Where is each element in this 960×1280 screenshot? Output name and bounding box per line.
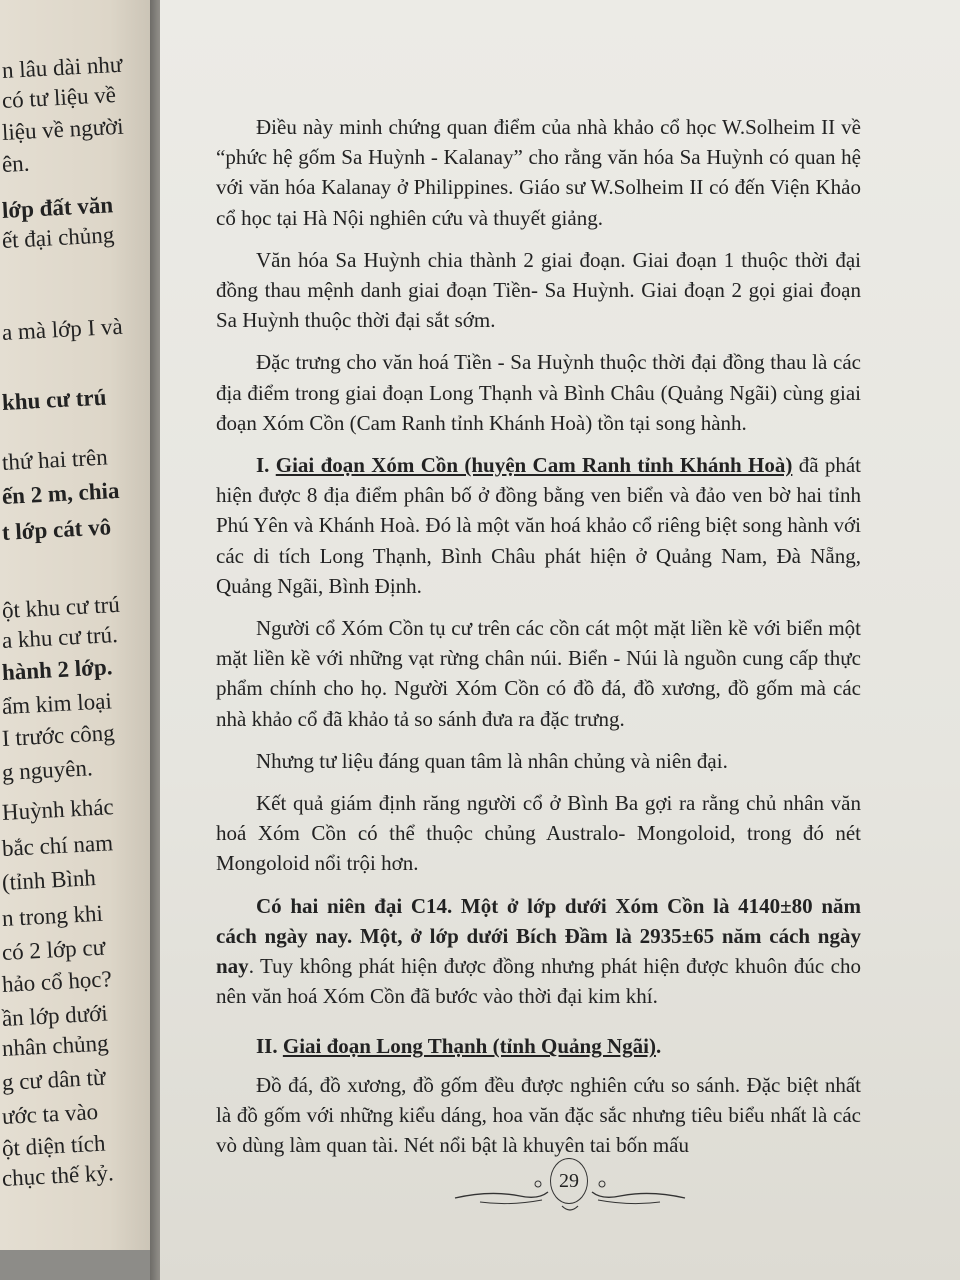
section-paragraph [216,450,861,601]
section-title: Giai đoạn Xóm Cồn (huyện Cam Ranh tỉnh Khánh Hoà) [275,453,793,478]
section-number: I. [256,453,276,478]
paragraph: Người cổ Xóm Cồn tụ cư trên các cồn cát một mặt liền kề với biển một mặt liền kề với những vạt rừng chân núi. Biển - Núi là nguồn cung cấp thực phẩm chính cho họ. Người Xóm Cồn có đồ đá, đồ xương, đồ gốm mà các nhà khảo cổ đã khảo tả so sánh đưa ra đặc trưng. [216,616,861,731]
left-page-line: ên. [1,150,31,177]
paragraph: Điều này minh chứng quan điểm của nhà khảo cổ học W.Solheim II về “phức hệ gốm Sa Huỳnh - Kalanay” cho rằng văn hóa Sa Huỳnh có quan hệ với văn hóa Kalanay ở Philippines. Giáo sư W.Solheim II có đến Viện Khảo cổ học tại Hà Nội nghiên cứu và thuyết giảng. [216,115,861,230]
left-page-line: liệu về người [1,113,125,145]
section-body: đã phát hiện được 8 địa điểm phân bố ở đồng bằng ven biển và đảo ven bờ hai tỉnh Phú Yên và Khánh Hoà. Đó là một văn hoá khảo cổ riêng biệt song hành với các di tích Long Thạnh, Bình Châu phát hiện ở Quảng Nam, Đà Nẵng, Quảng Ngãi, Bình Định. [216,453,861,598]
left-page-line: t lớp cát vô [1,514,112,545]
left-page-line: hành 2 lớp. [1,654,114,685]
left-page-line: lớp đất văn [1,192,114,223]
paragraph: Đặc trưng cho văn hoá Tiền - Sa Huỳnh thuộc thời đại đồng thau là các địa điểm trong giai đoạn Long Thạnh và Bình Châu (Quảng Ngãi) cùng giai đoạn Xóm Cồn (Cam Ranh tỉnh Khánh Hoà) tồn tại song hành. [216,350,861,435]
left-page-line: ước ta vào [1,1098,99,1129]
left-page-line: I trước công [1,720,116,751]
page-number: 29 [550,1158,588,1204]
left-page-line: chục thế kỷ. [1,1160,115,1191]
paragraph: Kết quả giám định răng người cổ ở Bình Ba gợi ra rằng chủ nhân văn hoá Xóm Cồn có thể thuộc chủng Australo- Mongoloid, trong đó nét Mongoloid nổi trội hơn. [216,791,861,876]
left-page-line: khu cư trú [1,384,108,415]
left-page-line: (tỉnh Bình [1,865,97,895]
page-text [216,112,861,1172]
right-page [160,0,960,1280]
left-page-line: n lâu dài như [1,51,123,83]
left-page-line: ột khu cư trú [1,591,121,623]
paragraph: Đồ đá, đồ xương, đồ gốm đều được nghiên cứu so sánh. Đặc biệt nhất là đồ gốm với những kiểu dáng, hoa văn đặc sắc nhưng tiêu biểu nhất là các vò dùng làm quan tài. Nét nổi bật là khuyên tai bốn mấu [216,1072,861,1158]
left-page-line: n trong khi [1,900,104,931]
left-page-line: g nguyên. [1,755,94,785]
section-number: II. [256,1034,283,1059]
left-page-line: ần lớp dưới [1,1000,109,1031]
paragraph-rest: . Tuy không phát hiện được đồng nhưng phát hiện được khuôn đúc cho nên văn hoá Xóm Cồn đã bước vào thời đại kim khí. [216,954,861,1009]
left-page-line: bắc chí nam [1,830,114,861]
bold-lead: Có hai niên đại C14. Một ở lớp dưới Xóm Cồn là 4140±80 năm cách ngày nay. Một, ở lớp dưới Bích Đầm là 2935±65 năm cách ngày nay [216,893,861,979]
page-number-ornament [450,1156,690,1216]
heading-end: . [655,1034,662,1059]
paragraph: Nhưng tư liệu đáng quan tâm là nhân chủng và niên đại. [256,748,728,773]
left-page-line: hảo cổ học? [1,966,113,997]
left-page-line: g cư dân từ [1,1064,106,1095]
left-page-line: có 2 lớp cư [1,934,106,965]
left-page-line: Huỳnh khác [1,794,115,825]
left-page-line: có tư liệu về [1,82,117,113]
paragraph: Văn hóa Sa Huỳnh chia thành 2 giai đoạn. Giai đoạn 1 thuộc thời đại đồng thau mệnh danh giai đoạn Tiền- Sa Huỳnh. Giai đoạn 2 gọi giai đoạn Sa Huỳnh thuộc thời đại sắt sớm. [216,247,861,333]
left-page-line: ột diện tích [1,1130,106,1161]
left-page-line: ến 2 m, chia [1,477,121,509]
left-page-line: a mà lớp I và [1,313,124,345]
left-page-line: ẩm kim loại [1,688,113,719]
left-page-line: a khu cư trú. [1,621,119,653]
section-title: Giai đoạn Long Thạnh (tỉnh Quảng Ngãi) [282,1034,656,1059]
bold-lead-paragraph [216,891,861,1012]
left-page-line: thứ hai trên [1,444,109,475]
section-heading [216,1031,861,1061]
left-page [0,0,156,1250]
left-page-line: ết đại chủng [1,222,115,253]
left-page-line: nhân chủng [1,1030,110,1061]
